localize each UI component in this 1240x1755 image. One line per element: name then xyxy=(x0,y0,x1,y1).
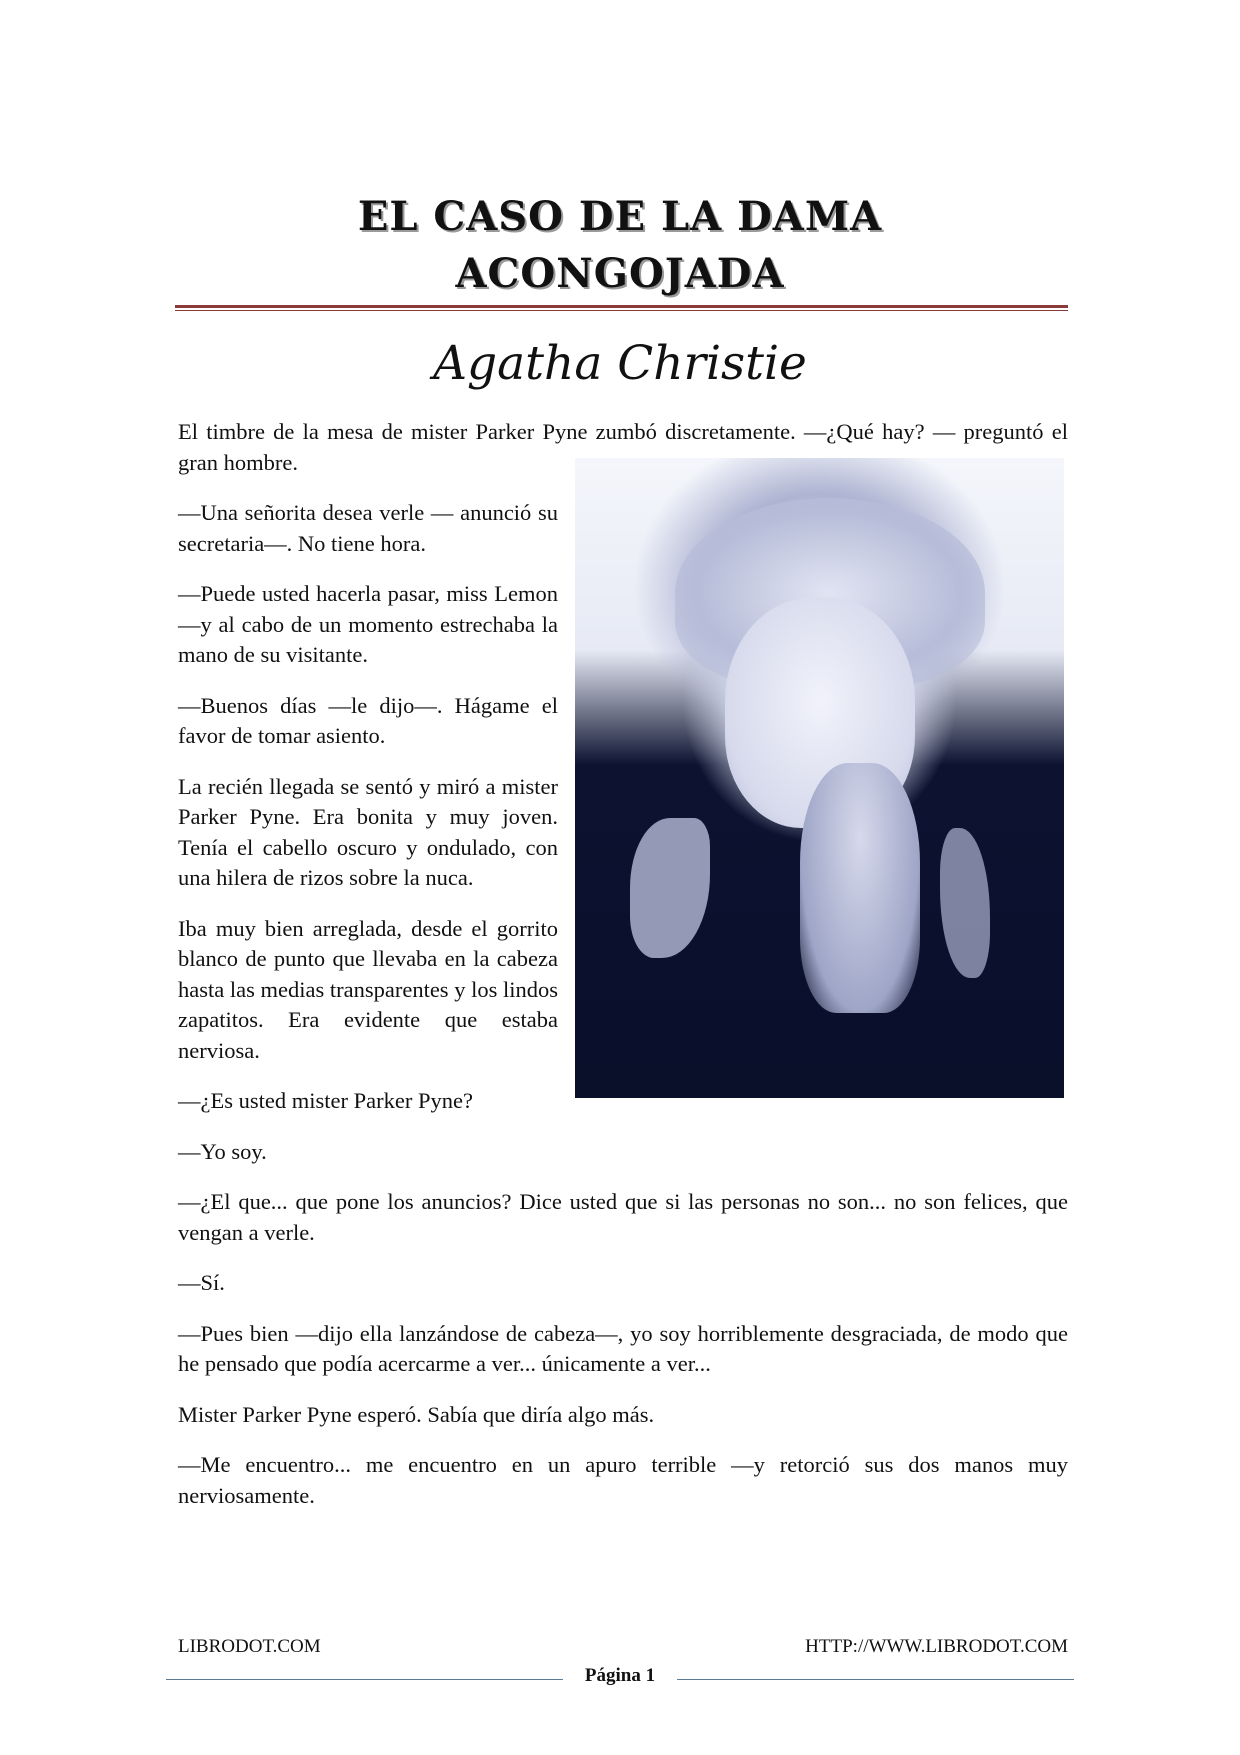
paragraph: Mister Parker Pyne esperó. Sabía que diría algo más. xyxy=(178,1401,655,1427)
paragraph: Iba muy bien arreglada, desde el gorrito blanco de punto que llevaba en la cabeza hasta las medias transparentes y los lindos zapatitos. Era evidente que estaba nerviosa. xyxy=(178,915,558,1063)
footer-site-name: LIBRODOT.COM xyxy=(178,1636,321,1657)
paragraph: —Yo soy. xyxy=(178,1138,267,1164)
paragraph: —Una señorita desea verle — anunció su secretaria—. No tiene hora. xyxy=(178,500,558,556)
footer-site-url[interactable]: HTTP://WWW.LIBRODOT.COM xyxy=(805,1636,1068,1657)
paragraph: —Puede usted hacerla pasar, miss Lemon —y al cabo de un momento estrechaba la mano de su visitante. xyxy=(178,581,558,667)
author-name: Agatha Christie xyxy=(433,336,807,391)
page-number: Página 1 xyxy=(584,1665,656,1686)
footer-rule-right xyxy=(677,1679,1074,1680)
paragraph: —¿El que... que pone los anuncios? Dice usted que si las personas no son... no son felices, que vengan a verle. xyxy=(178,1189,1068,1245)
title-divider-thick xyxy=(175,305,1068,308)
story-body xyxy=(178,417,1068,1531)
paragraph: —Pues bien —dijo ella lanzándose de cabeza—, yo soy horriblemente desgraciada, de modo que he pensado que podía acercarme a ver... únicamente a ver... xyxy=(178,1320,1068,1376)
paragraph: —Sí. xyxy=(178,1270,225,1295)
title-divider xyxy=(175,305,1068,312)
paragraph: —Buenos días —le dijo—. Hágame el favor de tomar asiento. xyxy=(178,692,558,748)
title-line-1: EL CASO DE LA DAMA xyxy=(357,193,883,240)
paragraph: —Me encuentro... me encuentro en un apuro terrible —y retorció sus dos manos muy nerviosamente. xyxy=(178,1452,1068,1508)
document-title xyxy=(175,188,1065,302)
paragraph: La recién llegada se sentó y miró a mister Parker Pyne. Era bonita y muy joven. Tenía el cabello oscuro y ondulado, con una hilera de rizos sobre la nuca. xyxy=(178,773,558,890)
title-divider-thin xyxy=(175,310,1068,311)
title-line-2: ACONGOJADA xyxy=(455,250,785,297)
paragraph: El timbre de la mesa de mister Parker Pyne zumbó discretamente. —¿Qué hay? — preguntó el gran hombre. xyxy=(178,419,1068,475)
footer-rule-left xyxy=(166,1679,563,1680)
paragraph: —¿Es usted mister Parker Pyne? xyxy=(178,1088,473,1113)
